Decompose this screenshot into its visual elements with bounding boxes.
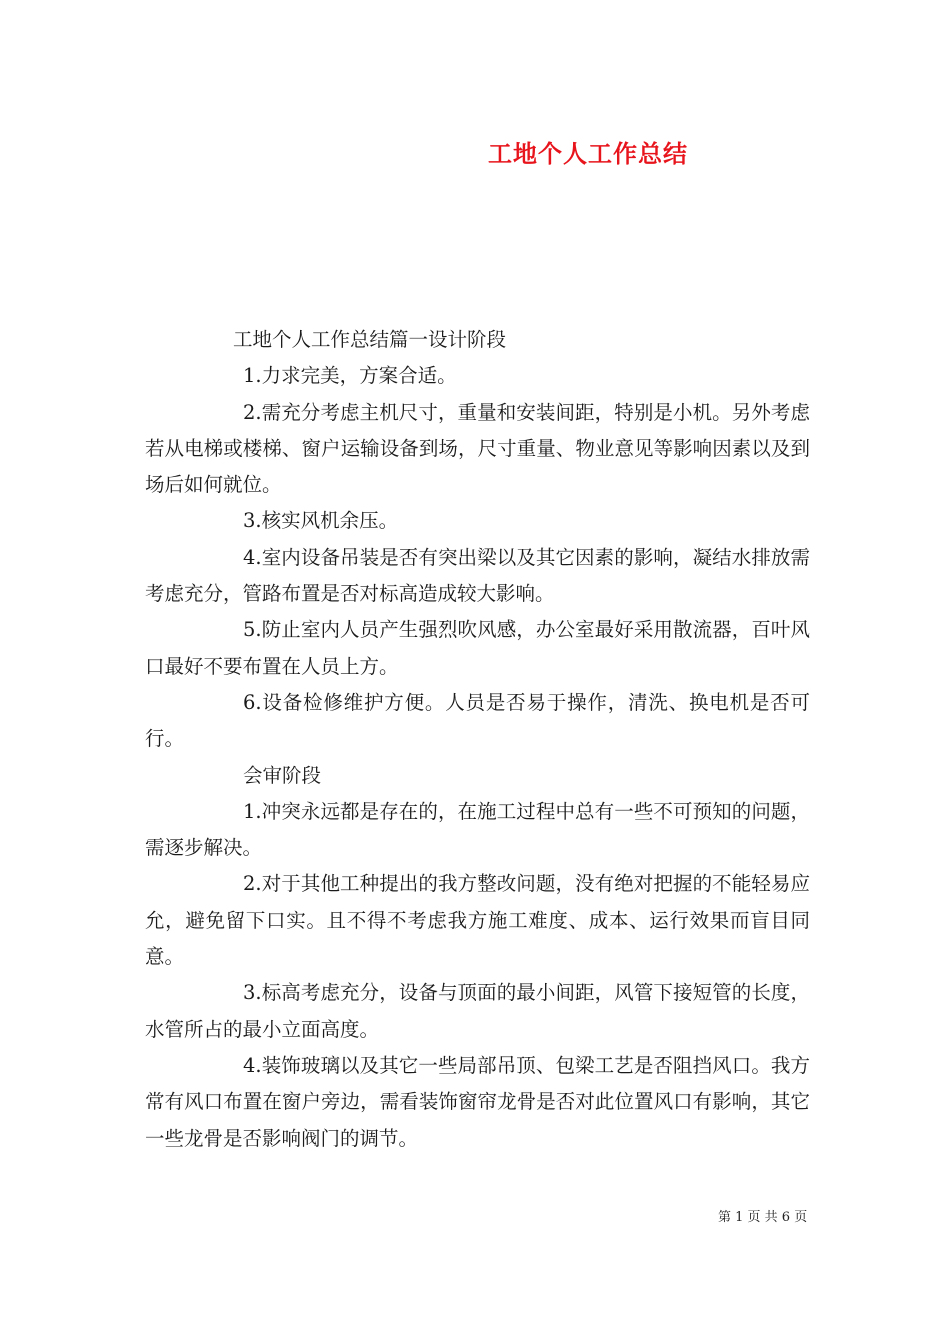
paragraph-design-6: 6.设备检修维护方便。人员是否易于操作，清洗、换电机是否可行。 — [145, 690, 810, 751]
paragraph-design-1: 1.力求完美，方案合适。 — [243, 364, 457, 388]
page-number-footer: 第 1 页 共 6 页 — [718, 1210, 808, 1225]
paragraph-design-3: 3.核实风机余压。 — [243, 509, 399, 533]
paragraph-review-3: 3.标高考虑充分，设备与顶面的最小间距，风管下接短管的长度，水管所占的最小立面高度。 — [145, 981, 810, 1041]
paragraph-design-5: 5.防止室内人员产生强烈吹风感，办公室最好采用散流器，百叶风口最好不要布置在人员上方。 — [145, 618, 810, 678]
paragraph-review-2: 2.对于其他工种提出的我方整改问题，没有绝对把握的不能轻易应允，避免留下口实。且不得不考虑我方施工难度、成本、运行效果而盲目同意。 — [145, 872, 810, 969]
section-heading-design: 工地个人工作总结篇一设计阶段 — [233, 328, 507, 351]
section-heading-review: 会审阶段 — [243, 763, 322, 787]
paragraph-review-1: 1.冲突永远都是存在的，在施工过程中总有一些不可预知的问题，需逐步解决。 — [145, 799, 810, 860]
paragraph-design-2: 2.需充分考虑主机尺寸，重量和安装间距，特别是小机。另外考虑若从电梯或楼梯、窗户运输设备到场，尺寸重量、物业意见等影响因素以及到场后如何就位。 — [145, 400, 810, 497]
document-title: 工地个人工作总结 — [488, 139, 688, 168]
paragraph-design-4: 4.室内设备吊装是否有突出梁以及其它因素的影响，凝结水排放需考虑充分，管路布置是否对标高造成较大影响。 — [145, 545, 810, 606]
document-body — [145, 322, 810, 1157]
paragraph-review-4: 4.装饰玻璃以及其它一些局部吊顶、包梁工艺是否阻挡风口。我方常有风口布置在窗户旁边，需看装饰窗帘龙骨是否对此位置风口有影响，其它一些龙骨是否影响阀门的调节。 — [145, 1053, 810, 1150]
